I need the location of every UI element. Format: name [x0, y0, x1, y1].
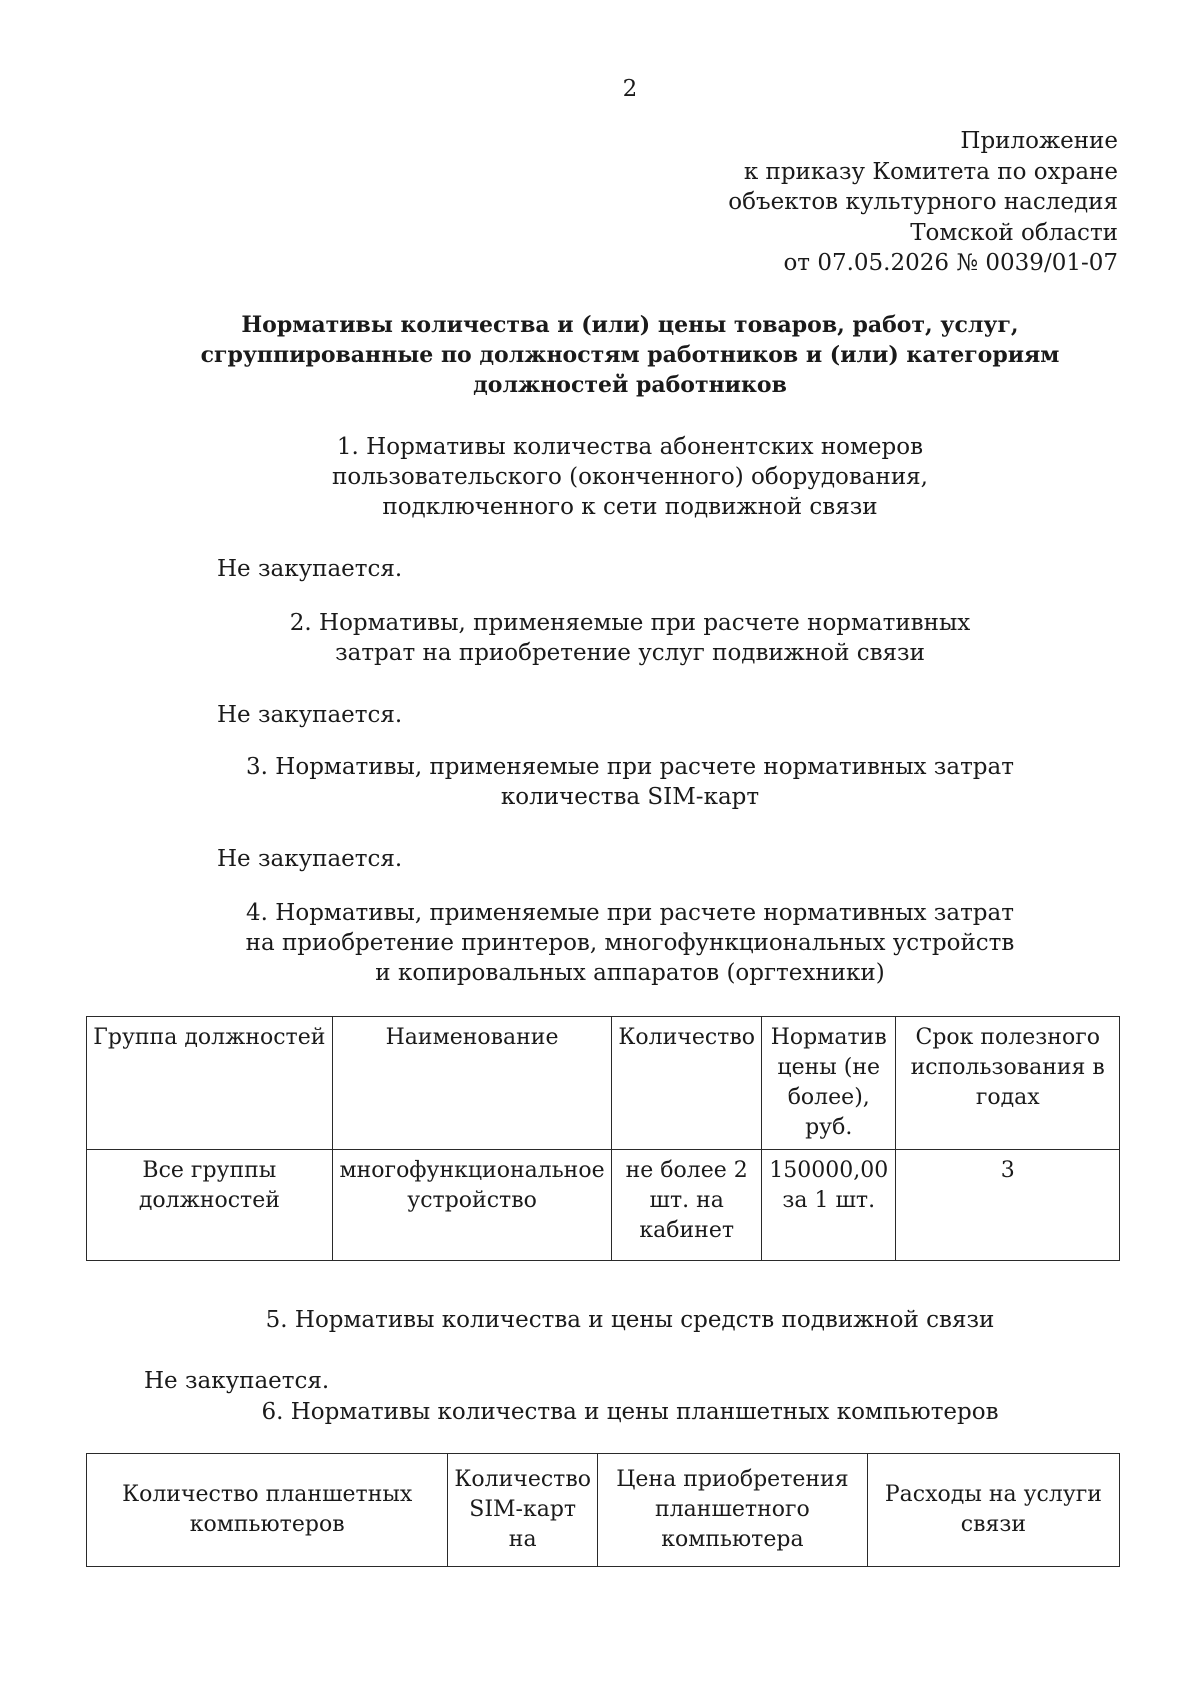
title-line: должностей работников: [473, 372, 787, 398]
table-header-cell: Количество SIM-карт на: [448, 1454, 598, 1567]
table-cell: Все группы должностей: [87, 1150, 333, 1261]
heading-line: и копировальных аппаратов (оргтехники): [375, 960, 885, 986]
table-header-cell: Количество планшетных компьютеров: [87, 1454, 448, 1567]
document-title: [150, 310, 1110, 400]
heading-line: затрат на приобретение услуг подвижной связи: [335, 640, 925, 666]
heading-line: 1. Нормативы количества абонентских номеров: [336, 434, 924, 460]
section-5-heading: [130, 1305, 1130, 1335]
table-header-cell: Расходы на услуги связи: [867, 1454, 1119, 1567]
table-cell: 3: [896, 1150, 1120, 1261]
heading-line: подключенного к сети подвижной связи: [382, 494, 878, 520]
title-line: сгруппированные по должностям работников и (или) категориям: [200, 342, 1060, 368]
section-6-heading: [130, 1397, 1130, 1427]
heading-line: 4. Нормативы, применяемые при расчете нормативных затрат: [246, 900, 1014, 926]
heading-line: количества SIM-карт: [500, 784, 760, 810]
heading-line: 3. Нормативы, применяемые при расчете нормативных затрат: [246, 754, 1014, 780]
tablet-norms-table: [86, 1453, 1120, 1567]
table-cell: 150000,00 за 1 шт.: [762, 1150, 896, 1261]
table-row: [87, 1150, 1120, 1261]
equipment-norms-table: [86, 1016, 1120, 1261]
title-line: Нормативы количества и (или) цены товаров, работ, услуг,: [241, 312, 1019, 338]
section-1-body: Не закупается.: [217, 556, 403, 582]
table-header-cell: Наименование: [332, 1017, 612, 1150]
appendix-line: к приказу Комитета по охране: [743, 158, 1118, 185]
appendix-line: от 07.05.2026 № 0039/01-07: [783, 250, 1118, 276]
table-header-row: [87, 1454, 1120, 1567]
table-cell: не более 2 шт. на кабинет: [612, 1150, 762, 1261]
page-number: 2: [622, 76, 638, 102]
section-3-body: Не закупается.: [217, 846, 403, 872]
section-5-body: Не закупается.: [144, 1368, 330, 1394]
appendix-line: объектов культурного наследия: [728, 189, 1118, 215]
appendix-block: [728, 126, 1118, 279]
section-1-heading: [130, 432, 1130, 522]
heading-line: 6. Нормативы количества и цены планшетных компьютеров: [261, 1399, 999, 1425]
table-header-cell: Срок полезного использования в годах: [896, 1017, 1120, 1150]
table-header-row: [87, 1017, 1120, 1150]
section-2-heading: [130, 608, 1130, 668]
appendix-line: Томской области: [910, 219, 1118, 246]
heading-line: 5. Нормативы количества и цены средств подвижной связи: [265, 1307, 995, 1333]
section-4-heading: [130, 898, 1130, 988]
table-header-cell: Группа должностей: [87, 1017, 333, 1150]
section-3-heading: [130, 752, 1130, 812]
table-header-cell: Количество: [612, 1017, 762, 1150]
appendix-line: Приложение: [960, 128, 1118, 154]
table-cell: многофункциональное устройство: [332, 1150, 612, 1261]
section-2-body: Не закупается.: [217, 702, 403, 728]
heading-line: 2. Нормативы, применяемые при расчете нормативных: [289, 610, 971, 636]
heading-line: на приобретение принтеров, многофункциональных устройств: [245, 930, 1015, 956]
table-header-cell: Норматив цены (не более), руб.: [762, 1017, 896, 1150]
heading-line: пользовательского (оконченного) оборудования,: [332, 464, 928, 490]
table-header-cell: Цена приобретения планшетного компьютера: [597, 1454, 867, 1567]
